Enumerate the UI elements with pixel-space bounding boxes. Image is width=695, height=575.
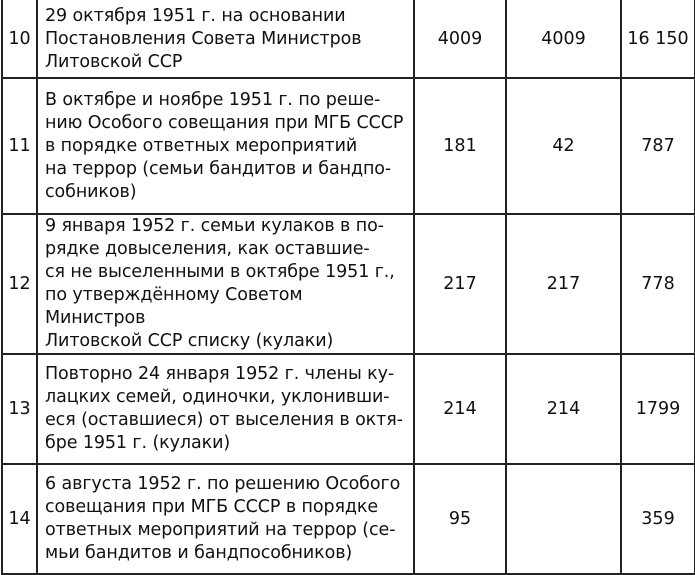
table-row-12 [2,214,695,354]
table-row-14 [2,464,695,574]
value-col-3: 778 [621,214,695,354]
row-number: 11 [2,78,37,214]
value-col-1: 214 [414,354,506,464]
row-description: В октябре и ноябре 1951 г. по реше- нию Особого совещания при МГБ СССР в порядке ответных мероприятий на террор (семьи бандитов и бандпо- собников) [37,78,414,214]
value-col-2: 4009 [506,1,621,78]
value-col-2: 217 [506,214,621,354]
row-description: 9 января 1952 г. семьи кулаков в по- рядке довыселения, как оставшие- ся не выселенными в октябре 1951 г., по утверждённому Советом Министров Литовской ССР списку (кулаки) [37,214,414,354]
table-row-13 [2,354,695,464]
table-row-11 [2,78,695,214]
deportation-table [1,0,695,575]
value-col-1: 95 [414,464,506,574]
value-col-3: 16 150 [621,1,695,78]
value-col-1: 4009 [414,1,506,78]
row-number: 12 [2,214,37,354]
row-description: 29 октября 1951 г. на основании Постановления Совета Министров Литовской ССР [37,1,414,78]
row-number: 10 [2,1,37,78]
row-number: 14 [2,464,37,574]
value-col-3: 787 [621,78,695,214]
value-col-2: 42 [506,78,621,214]
value-col-2 [506,464,621,574]
value-col-2: 214 [506,354,621,464]
value-col-3: 359 [621,464,695,574]
value-col-3: 1799 [621,354,695,464]
value-col-1: 217 [414,214,506,354]
row-number: 13 [2,354,37,464]
row-description: Повторно 24 января 1952 г. члены ку- лацких семей, одиночки, уклонивши- еся (оставшиеся) от выселения в октя- бре 1951 г. (кулаки) [37,354,414,464]
value-col-1: 181 [414,78,506,214]
row-description: 6 августа 1952 г. по решению Особого совещания при МГБ СССР в порядке ответных мероприятий на террор (се- мьи бандитов и бандпособников) [37,464,414,574]
table-row-10 [2,1,695,78]
